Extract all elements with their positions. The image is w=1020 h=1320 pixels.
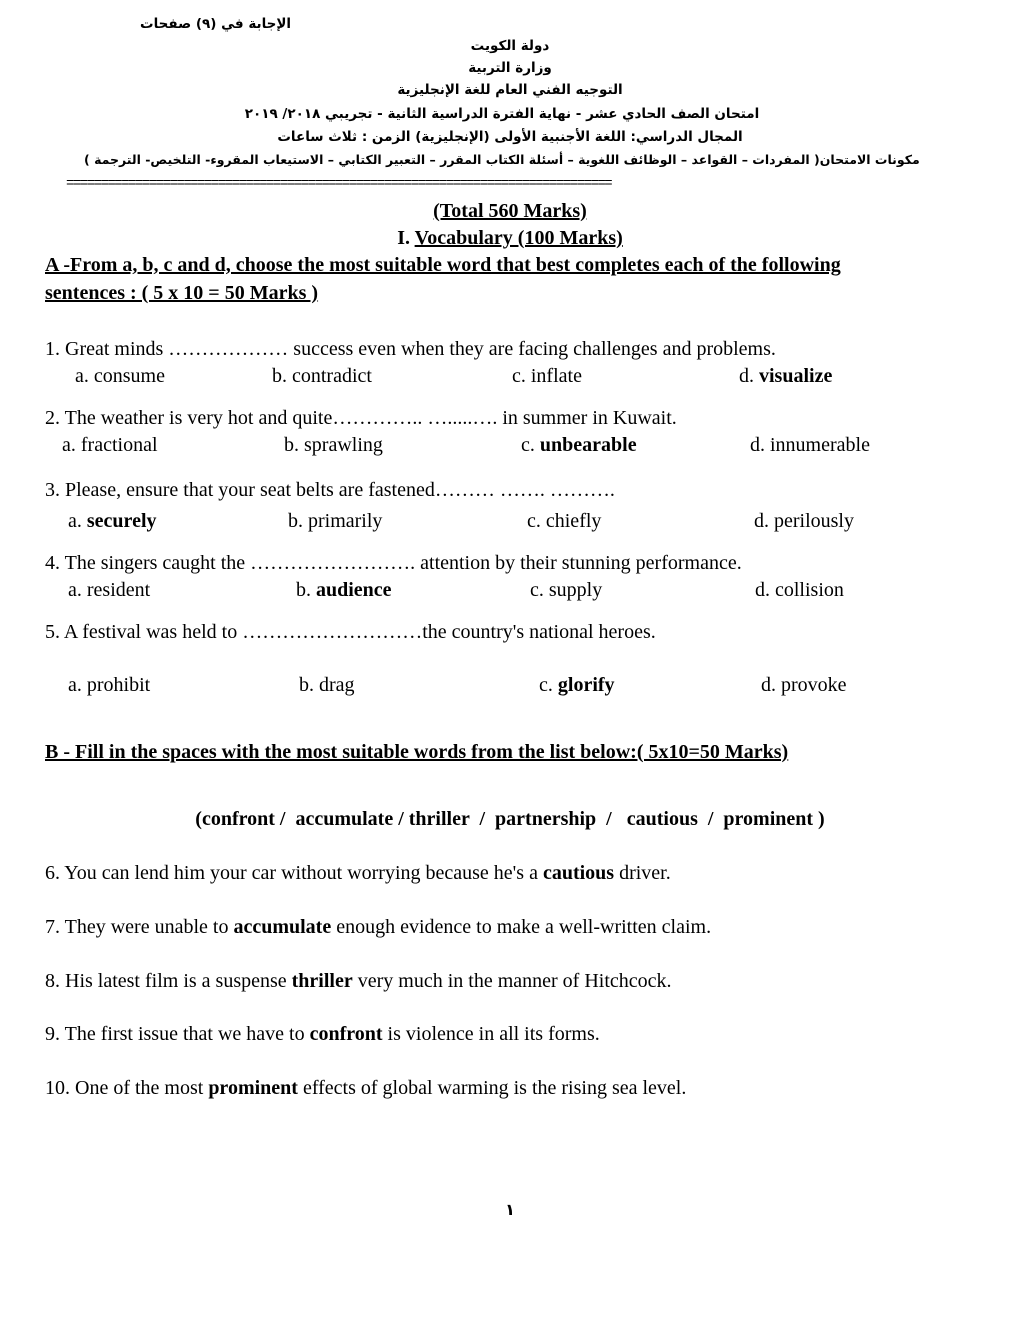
sentence-6: 6. You can lend him your car without worrying because he's a cautious driver. bbox=[45, 862, 671, 884]
header-country: دولة الكويت bbox=[470, 38, 550, 54]
q4-answer: audience bbox=[316, 579, 392, 601]
q5-option-b: b. drag bbox=[299, 674, 355, 696]
sentence-6-answer: cautious bbox=[542, 862, 615, 884]
q3-option-b: b. primarily bbox=[288, 510, 383, 532]
q5-option-c: c. glorify bbox=[539, 674, 615, 696]
q3-answer: securely bbox=[86, 510, 157, 532]
q2-option-d: d. innumerable bbox=[750, 434, 870, 456]
question-3: 3. Please, ensure that your seat belts are fastened……… ……. ………. bbox=[45, 479, 615, 501]
sentence-8: 8. His latest film is a suspense thriller very much in the manner of Hitchcock. bbox=[45, 970, 672, 992]
q4-option-d: d. collision bbox=[755, 579, 844, 601]
q1-option-c: c. inflate bbox=[512, 365, 582, 387]
sentence-7: 7. They were unable to accumulate enough evidence to make a well-written claim. bbox=[45, 916, 712, 938]
header-exam-title: امتحان الصف الحادي عشر - نهاية الفترة الدراسية الثانية - تجريبي ٢٠١٨/ ٢٠١٩ bbox=[244, 106, 760, 122]
sentence-9-answer: confront bbox=[309, 1023, 383, 1045]
sentence-7-answer: accumulate bbox=[233, 916, 332, 938]
header-subject: المجال الدراسي: اللغة الأجنبية الأولى (الإنجليزية) الزمن : ثلاث ساعات bbox=[277, 129, 743, 145]
q3-option-a: a. securely bbox=[68, 510, 157, 532]
q5-option-a: a. prohibit bbox=[68, 674, 151, 696]
sentence-10-answer: prominent bbox=[208, 1077, 298, 1099]
header-components: مكونات الامتحان( المفردات – القواعد – الوظائف اللغوية – أسئلة الكتاب المقرر – التعبير الكتابي – الاستيعاب المقروء- التلخيص- الترجمة ) bbox=[84, 152, 920, 167]
q1-option-d: d. visualize bbox=[739, 365, 833, 387]
q5-answer: glorify bbox=[557, 674, 615, 696]
total-marks: (Total 560 Marks) bbox=[433, 200, 587, 222]
part-b-instruction: B - Fill in the spaces with the most suitable words from the list below:( 5x10=50 Marks) bbox=[45, 741, 789, 763]
q3-option-c: c. chiefly bbox=[527, 510, 602, 532]
question-4: 4. The singers caught the ……………………. attention by their stunning performance. bbox=[45, 552, 742, 574]
q5-option-d: d. provoke bbox=[761, 674, 847, 696]
part-a-instruction-line2: sentences : ( 5 x 10 = 50 Marks ) bbox=[45, 282, 319, 304]
part-a-instruction-line1: A -From a, b, c and d, choose the most suitable word that best completes each of the following bbox=[45, 254, 841, 276]
q1-option-b: b. contradict bbox=[272, 365, 372, 387]
sentence-9: 9. The first issue that we have to confront is violence in all its forms. bbox=[45, 1023, 600, 1045]
question-2: 2. The weather is very hot and quite………….. ….....…. in summer in Kuwait. bbox=[45, 407, 677, 429]
page-number: ١ bbox=[505, 1200, 515, 1219]
section-number: I. bbox=[397, 227, 415, 249]
separator-line: =============================================================================== bbox=[66, 176, 612, 192]
q2-option-b: b. sprawling bbox=[284, 434, 383, 456]
question-1: 1. Great minds ……………… success even when they are facing challenges and problems. bbox=[45, 338, 776, 360]
header-department: التوجيه الفني العام للغة الإنجليزية bbox=[397, 82, 623, 98]
q2-option-c: c. unbearable bbox=[521, 434, 637, 456]
q4-option-c: c. supply bbox=[530, 579, 603, 601]
q2-answer: unbearable bbox=[539, 434, 637, 456]
pages-note: الإجابة في (٩) صفحات bbox=[140, 16, 292, 32]
q4-option-a: a. resident bbox=[68, 579, 151, 601]
q4-option-b: b. audience bbox=[296, 579, 392, 601]
header-ministry: وزارة التربية bbox=[468, 60, 552, 76]
q1-answer: visualize bbox=[759, 365, 833, 387]
section-title bbox=[0, 227, 1020, 250]
word-list: (confront / accumulate / thriller / partnership / cautious / prominent ) bbox=[195, 808, 825, 830]
q3-option-d: d. perilously bbox=[754, 510, 854, 532]
sentence-8-answer: thriller bbox=[291, 970, 353, 992]
q1-option-a: a. consume bbox=[75, 365, 165, 387]
question-5: 5. A festival was held to ………………………the country's national heroes. bbox=[45, 621, 656, 643]
section-name: Vocabulary (100 Marks) bbox=[414, 227, 623, 249]
sentence-10: 10. One of the most prominent effects of global warming is the rising sea level. bbox=[45, 1077, 687, 1099]
q2-option-a: a. fractional bbox=[62, 434, 158, 456]
